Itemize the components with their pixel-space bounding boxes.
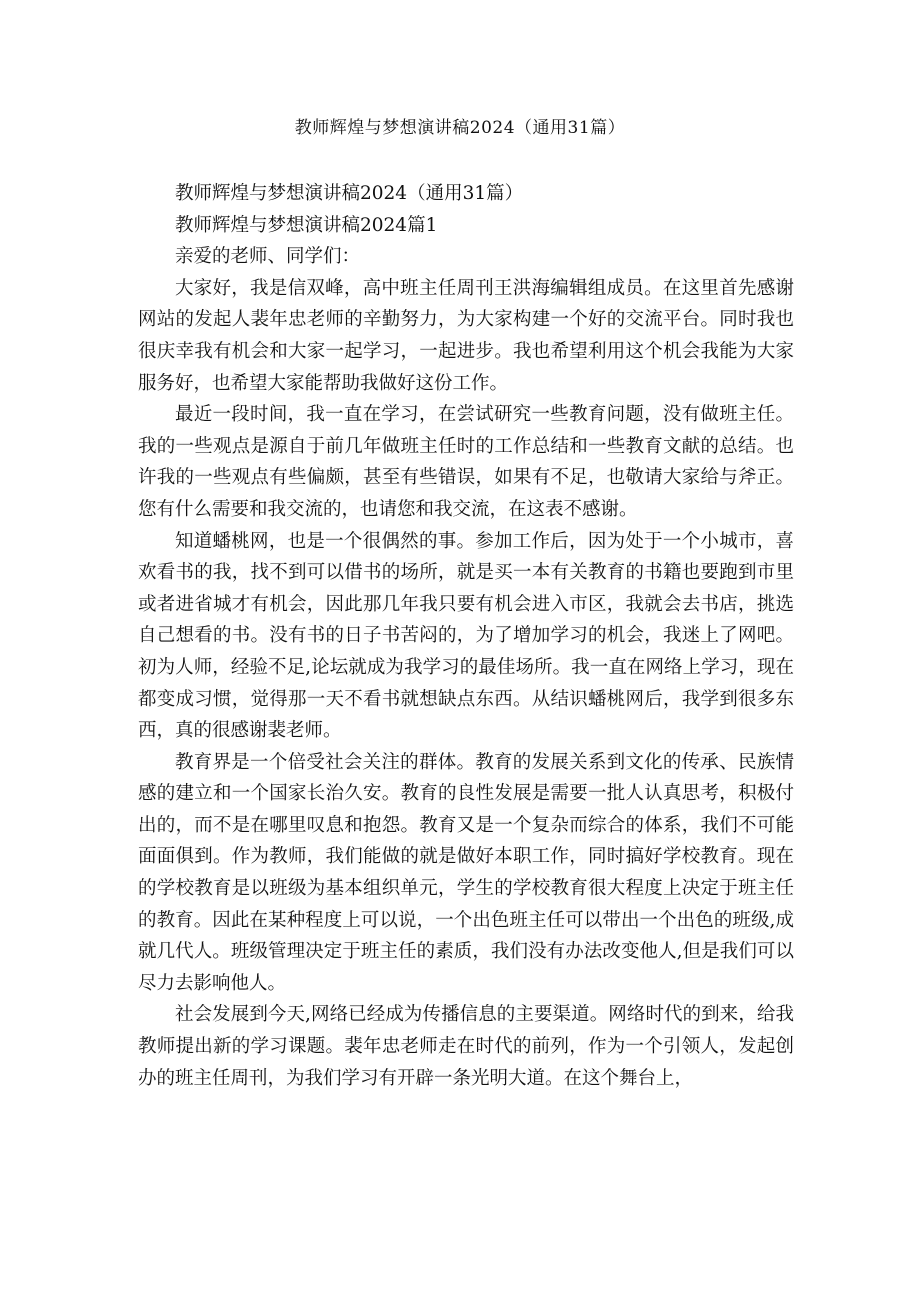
body-paragraph: 教师辉煌与梦想演讲稿2024篇1	[175, 214, 438, 236]
body-paragraph: 大家好，我是信双峰，高中班主任周刊王洪海编辑组成员。在这里首先感谢网站的发起人裴年忠老师的辛勤努力，为大家构建一个好的交流平台。同时我也很庆幸我有机会和大家一起学习，一起进步。我也希望利用这个机会我能为大家服务好，也希望大家能帮助我做好这份工作。	[138, 277, 794, 394]
body-paragraph: 教师辉煌与梦想演讲稿2024（通用31篇）	[175, 183, 524, 204]
document-body	[138, 178, 794, 1094]
body-paragraph: 亲爱的老师、同学们：	[175, 246, 361, 268]
body-paragraph: 最近一段时间，我一直在学习，在尝试研究一些教育问题，没有做班主任。我的一些观点是源自于前几年做班主任时的工作总结和一些教育文献的总结。也许我的一些观点有些偏颇，甚至有些错误，如果有不足，也敬请大家给与斧正。您有什么需要和我交流的，也请您和我交流，在这表不感谢。	[138, 404, 794, 520]
body-paragraph: 社会发展到今天,网络已经成为传播信息的主要渠道。网络时代的到来，给我教师提出新的学习课题。裴年忠老师走在时代的前列，作为一个引领人，发起创办的班主任周刊，为我们学习有开辟一条光明大道。在这个舞台上，	[138, 1004, 794, 1089]
body-paragraph: 知道蟠桃网，也是一个很偶然的事。参加工作后，因为处于一个小城市，喜欢看书的我，找不到可以借书的场所，就是买一本有关教育的书籍也要跑到市里或者进省城才有机会，因此那几年我只要有机会进入市区，我就会去书店，挑选自己想看的书。没有书的日子书苦闷的，为了增加学习的机会，我迷上了网吧。初为人师，经验不足,论坛就成为我学习的最佳场所。我一直在网络上学习，现在都变成习惯，觉得那一天不看书就想缺点东西。从结识蟠桃网后，我学到很多东西，真的很感谢裴老师。	[138, 530, 794, 742]
body-paragraph: 教育界是一个倍受社会关注的群体。教育的发展关系到文化的传承、民族情感的建立和一个国家长治久安。教育的良性发展是需要一批人认真思考，积极付出的，而不是在哪里叹息和抱怨。教育又是一个复杂而综合的体系，我们不可能面面俱到。作为教师，我们能做的就是做好本职工作，同时搞好学校教育。现在的学校教育是以班级为基本组织单元，学生的学校教育很大程度上决定于班主任的教育。因此在某种程度上可以说，一个出色班主任可以带出一个出色的班级,成就几代人。班级管理决定于班主任的素质，我们没有办法改变他人,但是我们可以尽力去影响他人。	[138, 751, 794, 994]
document-title: 教师辉煌与梦想演讲稿2024（通用31篇）	[294, 118, 626, 138]
